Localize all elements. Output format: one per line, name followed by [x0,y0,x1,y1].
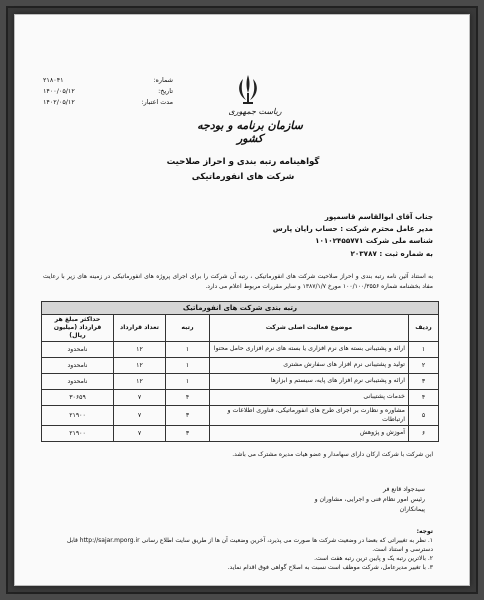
note-item: ۳. با تغییر مدیرعامل، شرکت موظف است نسبت به اصلاح گواهی فوق اقدام نماید. [227,564,433,571]
cell-topic: آموزش و پژوهش [210,426,409,442]
certificate-title: گواهینامه رتبه بندی و احراز صلاحیت [166,157,320,167]
cell-topic: تولید و پشتیبانی نرم افزار های سفارش مشتری [210,358,409,374]
cell-row: ۱ [409,342,439,358]
validity-label: مدت اعتبار: [141,98,173,106]
header-topic: موضوع فعالیت اصلی شرکت [210,315,409,342]
iran-emblem-icon [233,73,263,107]
validity-value: ۱۴۰۲/۰۵/۱۲ [43,98,75,106]
cell-max: ۳۰۶۵۹ [42,390,114,406]
note-item: ۱. نظر به تغییراتی که بعضا در وضعیت شرکت ها صورت می پذیرد، آخرین وضعیت آن ها از طریق سایت اطلاع رسانی http://sajar.mporg.ir قابل دسترسی و استناد است. [66,537,433,553]
note-item: ۲. بالاترین رتبه یک و پایین ترین رتبه هفت است. [314,555,433,562]
cell-topic: مشاوره و نظارت بر اجرای طرح های انفورماتیکی، فناوری اطلاعات و ارتباطات [210,406,409,426]
organization-name: سازمان برنامه و بودجه کشور [197,119,303,145]
cell-count: ۷ [114,406,166,426]
shareholder-note: این شرکت با شرکت ارکان دارای سهامدار و عضو هیات مدیره مشترک می باشد. [232,451,433,458]
cell-rank: ۱ [166,358,210,374]
signatory [295,485,425,515]
header-row: ردیف [409,315,439,342]
signatory-title: رئیس امور نظام فنی و اجرایی، مشاوران و پیمانکاران [314,496,425,513]
rank-table [41,301,439,442]
header-rank: رتبه [166,315,210,342]
recipient-info [33,211,433,260]
table-row [42,374,439,390]
table-row [42,358,439,374]
certificate-subtitle: شرکت های انفورماتیکی [191,172,295,182]
cell-rank: ۱ [166,374,210,390]
cell-topic: ارائه و پشتیبانی نرم افزار های پایه، سیستم و ابزارها [210,374,409,390]
header-count: تعداد قرارداد [114,315,166,342]
table-row [42,406,439,426]
header-meta [43,75,173,108]
cell-max: ۲۱۹۰۰ [42,426,114,442]
cell-row: ۲ [409,358,439,374]
table-row [42,342,439,358]
table-row [42,426,439,442]
certificate-page [14,14,470,586]
number-label: شماره: [153,76,173,84]
date-value: ۱۴۰۰/۰۵/۱۲ [43,87,75,95]
company-name: مدیر عامل محترم شرکت : حساب رایان پارس [272,224,433,234]
presidency-label: ریاست جمهوری [228,107,282,116]
date-label: تاریخ: [158,87,173,95]
notes-heading: توجه: [416,528,433,535]
registration-number: به شماره ثبت : ۲۰۳۷۸۷ [350,248,433,258]
cell-max: نامحدود [42,358,114,374]
notes-section [43,527,433,572]
cell-count: ۷ [114,426,166,442]
cell-count: ۱۲ [114,374,166,390]
national-id: شناسه ملی شرکت ۱۰۱۰۲۴۵۵۷۷۱ [315,236,433,246]
table-row [42,390,439,406]
intro-paragraph: به استناد آئین نامه رتبه بندی و احراز صلاحیت شرکت های انفورماتیکی ، رتبه آن شرکت را برای اجرای پروژه های انفورماتیکی در زمینه های زیر با رعایت مفاد بخشنامه شماره ۱۰۰/۱۰۰/۳۵۵۶ مورخ ۱۳۸۷/۱/۷ و سایر مقررات مربوط اعلام می دارد. [43,273,433,290]
number-value: ۲۱۸۰۴۱ [43,76,64,84]
cell-row: ۶ [409,426,439,442]
cell-topic: خدمات پشتیبانی [210,390,409,406]
table-caption: رتبه بندی شرکت های انفورماتیک [42,302,439,315]
cell-count: ۱۲ [114,342,166,358]
cell-rank: ۱ [166,342,210,358]
recipient-name: جناب آقای ابوالقاسم قاسمپور [324,212,433,221]
cell-count: ۷ [114,390,166,406]
cell-topic: ارائه و پشتیبانی بسته های نرم افزاری یا بسته های نرم افزاری حامل محتوا [210,342,409,358]
cell-max: نامحدود [42,342,114,358]
cell-row: ۳ [409,374,439,390]
cell-row: ۵ [409,406,439,426]
cell-max: ۲۱۹۰۰ [42,406,114,426]
cell-rank: ۴ [166,390,210,406]
table-body [42,342,439,442]
cell-count: ۱۲ [114,358,166,374]
cell-rank: ۳ [166,426,210,442]
cell-row: ۴ [409,390,439,406]
header-max: حداکثر مبلغ هر قرارداد (میلیون ریال) [42,315,114,342]
signatory-name: سیدجواد قانع فر [383,486,425,493]
cell-rank: ۳ [166,406,210,426]
cell-max: نامحدود [42,374,114,390]
